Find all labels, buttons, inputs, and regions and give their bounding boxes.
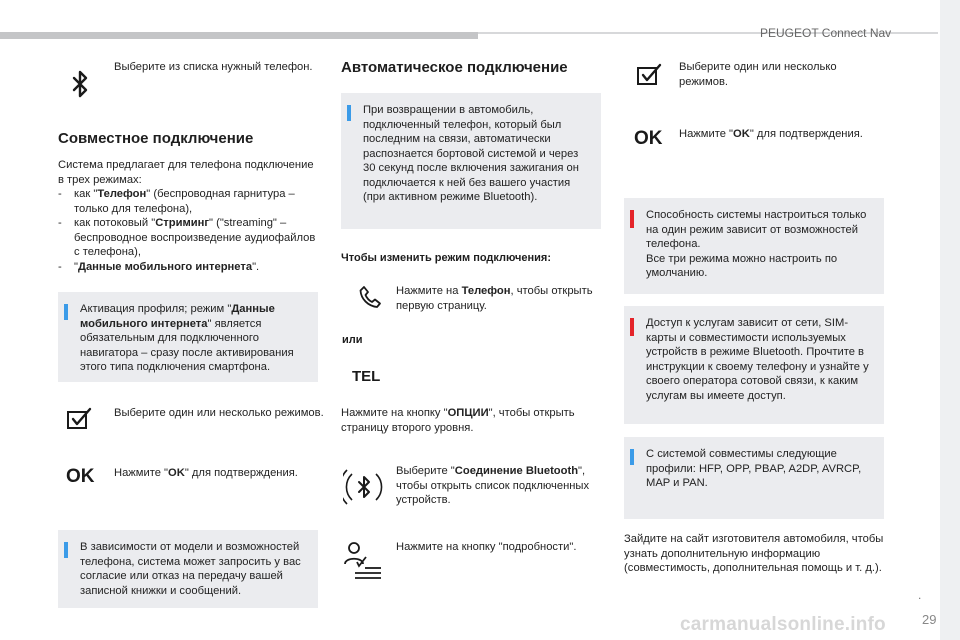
info-note-profiles-text: С системой совместимы следующие профили: HFP, OPP, PBAP, A2DP, AVRCP, MAP и PAN.: [646, 448, 862, 489]
mode-item-streaming: - как потоковый "Стриминг" ("streaming" – беспроводное воспроизведение аудиофайлов с телефона),: [58, 217, 316, 258]
info-note-profiles: [624, 437, 884, 519]
page-number: 29: [922, 612, 937, 627]
checkbox-select-icon: [636, 62, 666, 88]
info-marker: [347, 105, 351, 121]
warning-note-services: [624, 306, 884, 424]
tel-button-icon: TEL: [352, 368, 381, 385]
modes-intro: Система предлагает для телефона подключение в трех режимах:: [58, 159, 314, 186]
select-modes-instruction: Выберите один или несколько режимов.: [679, 61, 837, 88]
mode-item-mobile-data: - "Данные мобильного интернета".: [58, 260, 260, 273]
ok-icon: OK: [634, 128, 663, 149]
info-note-contacts: [58, 530, 318, 608]
warning-note-single-mode-text: Способность системы настроиться только на один режим зависит от возможностей телефона. Все три режима можно настроить по умолчанию.: [646, 209, 867, 279]
or-label: или: [342, 334, 363, 346]
warning-note-single-mode: [624, 198, 884, 294]
mode-item-phone: - как "Телефон" (беспроводная гарнитура – только для телефона),: [58, 188, 295, 215]
warning-marker: [630, 210, 634, 228]
bluetooth-icon: [68, 70, 92, 98]
info-note-auto-connection: [341, 93, 601, 229]
modes-list: [58, 187, 320, 274]
ok-instruction: Нажмите "OK" для подтверждения.: [679, 128, 863, 140]
top-rule: [0, 32, 478, 39]
shared-connection-heading: Совместное подключение: [58, 130, 254, 147]
page-header-title: PEUGEOT Connect Nav: [760, 26, 892, 40]
phone-instruction: Нажмите на Телефон, чтобы открыть первую страницу.: [396, 285, 593, 312]
info-marker: [64, 542, 68, 558]
manufacturer-site-text: Зайдите на сайт изготовителя автомобиля, чтобы узнать дополнительную информацию (совместимость, дополнительная помощь и т. д.).: [624, 533, 884, 574]
details-icon: [343, 540, 385, 582]
watermark: carmanualsonline.info: [680, 614, 886, 635]
bluetooth-connection-instruction: Выберите "Соединение Bluetooth", чтобы открыть список подключенных устройств.: [396, 465, 590, 506]
options-instruction: Нажмите на кнопку "ОПЦИИ", чтобы открыть страницу второго уровня.: [341, 407, 575, 434]
ok-instruction: Нажмите "OK" для подтверждения.: [114, 467, 298, 479]
page-edge-strip: [940, 0, 960, 640]
select-modes-instruction: Выберите один или несколько режимов.: [114, 407, 324, 419]
info-marker: [64, 304, 68, 320]
select-phone-instruction: Выберите из списка нужный телефон.: [114, 61, 313, 73]
info-note-auto-connection-text: При возвращении в автомобиль, подключенный телефон, который был последним на связи, автоматически распознается бортовой системой и через 30 секунд после включения зажигания он подключается к ней без вашего участия (при активном режиме Bluetooth).: [363, 104, 579, 203]
info-marker: [630, 449, 634, 465]
checkbox-select-icon: [66, 406, 96, 432]
info-note-mobile-data-text: Активация профиля; режим "Данные мобильного интернета" является обязательным для подключенного навигатора – сразу после активирования этого типа подключения смартфона.: [80, 303, 294, 373]
warning-note-services-text: Доступ к услугам зависит от сети, SIM-карты и совместимости используемых устройств в режиме Bluetooth. Прочтите в инструкции к своему телефону и узнайте у своего оператора сотовой связи, к каким услугам вы имеете доступ.: [646, 317, 869, 402]
ok-icon: OK: [66, 466, 95, 487]
bluetooth-connection-icon: [343, 466, 385, 508]
phone-handset-icon: [357, 284, 383, 310]
shared-connection-body: [58, 158, 320, 274]
change-mode-subheading: Чтобы изменить режим подключения:: [341, 252, 551, 264]
footer-dot: .: [918, 588, 922, 602]
info-note-contacts-text: В зависимости от модели и возможностей телефона, система может запросить у вас согласие или отказ на передачу вашей записной книжки и сообщений.: [80, 541, 301, 597]
auto-connection-heading: Автоматическое подключение: [341, 59, 568, 76]
warning-marker: [630, 318, 634, 336]
details-instruction: Нажмите на кнопку "подробности".: [396, 541, 577, 553]
info-note-mobile-data: [58, 292, 318, 382]
